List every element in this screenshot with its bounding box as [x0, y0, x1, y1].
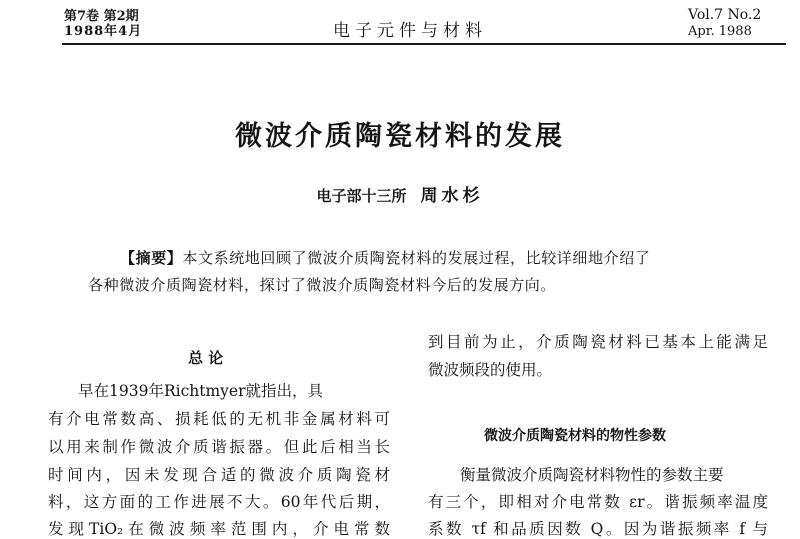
- abstract-text-1: 本文系统地回顾了微波介质陶瓷材料的发展过程，比较详细地介绍了: [182, 249, 651, 267]
- author-affiliation: 电子部十三所: [316, 187, 407, 205]
- header-volume: Vol.7 No.2: [688, 7, 762, 23]
- abstract-text-2: 各种微波介质陶瓷材料，探讨了微波介质陶瓷材料今后的发展方向。: [88, 276, 557, 294]
- header-month: Apr. 1988: [688, 24, 752, 39]
- body-line: 到目前为止，介质陶瓷材料已基本上能满足: [428, 333, 768, 351]
- author-name: 周水杉: [420, 186, 484, 206]
- header-date: 1988年4月: [64, 24, 143, 39]
- abstract-label: 【摘要】: [120, 249, 183, 267]
- body-line: 衡量微波介质陶瓷材料物性的参数主要: [460, 466, 724, 484]
- abstract-line-1: [120, 249, 737, 267]
- body-line: 时间内，因未发现合适的微波介质陶瓷材: [48, 466, 390, 484]
- journal-name: 电子元件与材料: [333, 21, 487, 41]
- body-line: 以用来制作微波介质谐振器。但此后相当长: [48, 438, 390, 456]
- body-line: 微波频段的使用。: [428, 361, 553, 379]
- section-heading-parameters: 微波介质陶瓷材料的物性参数: [484, 428, 666, 444]
- body-line: 有介电常数高、损耗低的无机非金属材料可: [48, 410, 390, 428]
- body-line: 系数 τf 和品质因数 Q。因为谐振频率 f 与: [428, 520, 768, 538]
- article-title: 微波介质陶瓷材料的发展: [235, 121, 565, 152]
- section-heading-overview: 总 论: [188, 349, 224, 367]
- body-line: 有三个，即相对介电常数 εr。谐振频率温度: [428, 493, 768, 511]
- header-rule: [62, 43, 786, 45]
- body-line: 料，这方面的工作进展不大。60年代后期，: [48, 493, 390, 511]
- body-line: 发现TiO₂在微波频率范围内，介电常数: [48, 520, 390, 538]
- author-line: [0, 181, 800, 206]
- body-line: 早在1939年Richtmyer就指出，具: [78, 382, 324, 400]
- header-issue: 第7卷 第2期: [64, 9, 139, 24]
